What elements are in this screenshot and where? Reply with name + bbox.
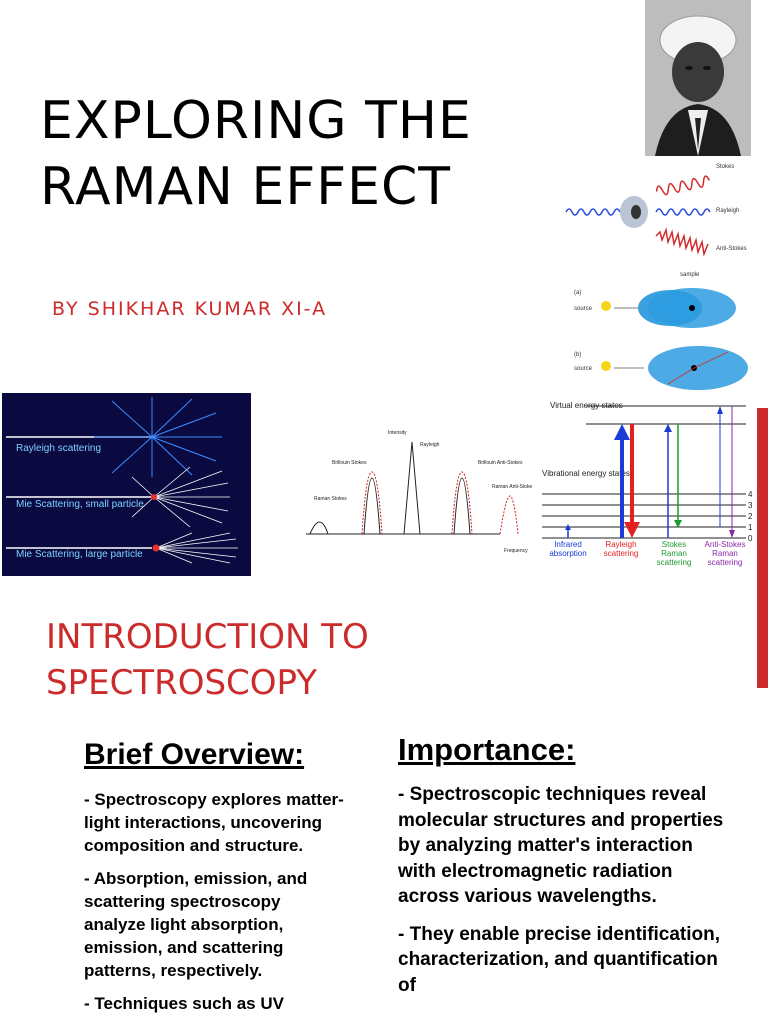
importance-heading: Importance: [398, 732, 576, 767]
wave-stokes-label: Stokes [716, 164, 735, 170]
spectrum-brillouin-anti: Brillouin Anti-Stokes [478, 460, 523, 466]
level-3: 3 [748, 501, 753, 510]
vibrational-states-label: Vibrational energy states [542, 469, 630, 478]
section-line-1: INTRODUCTION TO [46, 617, 369, 657]
fig-a-label: (a) [574, 290, 582, 296]
spectrum-figure [300, 418, 532, 560]
accent-bar [757, 408, 768, 688]
title-line-2: RAMAN EFFECT [40, 157, 452, 217]
scatter-label-rayleigh: Rayleigh scattering [16, 443, 102, 454]
overview-para-2: - Absorption, emission, and scattering spectroscopy analyze light absorption, emission, and scattering patterns, respectively. [84, 869, 308, 980]
energy-level-diagram [540, 398, 756, 574]
importance-column [398, 732, 728, 998]
overview-heading: Brief Overview: [84, 738, 305, 771]
overview-para-1: - Spectroscopy explores matter-light interactions, uncovering composition and structure. [84, 790, 344, 855]
source-b-label: source [574, 366, 593, 372]
scatter-label-mie-small: Mie Scattering, small particle [16, 499, 144, 510]
level-1: 1 [748, 523, 753, 532]
label-stokes: Stokes Raman scattering [656, 540, 692, 567]
overview-column [84, 738, 344, 1015]
spectrum-raman-stokes: Raman Stokes [314, 496, 347, 502]
importance-para-1: - Spectroscopic techniques reveal molecular structures and properties by analyzing matter's interaction with electromagnetic radiation across various wavelengths. [398, 784, 724, 907]
bulb-b-icon [601, 361, 611, 371]
label-rayleigh: Rayleigh scattering [603, 540, 639, 558]
byline: BY SHIKHAR KUMAR XI-A [52, 298, 328, 320]
spectrum-frequency: Frequency [504, 548, 528, 554]
sample-label: sample [680, 272, 700, 278]
page-title [40, 88, 472, 220]
source-a-label: source [574, 306, 593, 312]
spectrum-intensity: Intensity [388, 430, 407, 436]
raman-wave-diagram [556, 160, 751, 266]
label-anti-stokes: Anti-Stokes Raman scattering [704, 540, 746, 567]
scattering-figure [2, 393, 251, 576]
importance-para-2: - They enable precise identification, characterization, and quantification of [398, 923, 721, 996]
incident-wave [566, 209, 620, 215]
scatter-label-mie-large: Mie Scattering, large particle [16, 549, 143, 560]
spectrum-brillouin-stokes: Brillouin Stokes [332, 460, 367, 466]
section-line-2: SPECTROSCOPY [46, 663, 318, 703]
virtual-states-label: Virtual energy states [550, 401, 623, 410]
level-2: 2 [748, 512, 753, 521]
source-sample-diagram [568, 270, 751, 394]
wave-anti-label: Anti-Stokes [716, 246, 747, 252]
spectrum-raman-anti: Raman Anti-Stokes [492, 484, 532, 490]
spectrum-rayleigh: Rayleigh [420, 442, 440, 448]
label-infrared: Infrared absorption [549, 540, 587, 558]
wave-rayleigh-label: Rayleigh [716, 208, 740, 214]
fig-b-label: (b) [574, 352, 582, 358]
level-0: 0 [748, 534, 753, 543]
title-line-1: EXPLORING THE [40, 91, 472, 151]
portrait-photo [645, 0, 751, 156]
overview-para-3: - Techniques such as UV [84, 994, 284, 1013]
section-heading [46, 614, 369, 706]
level-4: 4 [748, 490, 753, 499]
bulb-a-icon [601, 301, 611, 311]
